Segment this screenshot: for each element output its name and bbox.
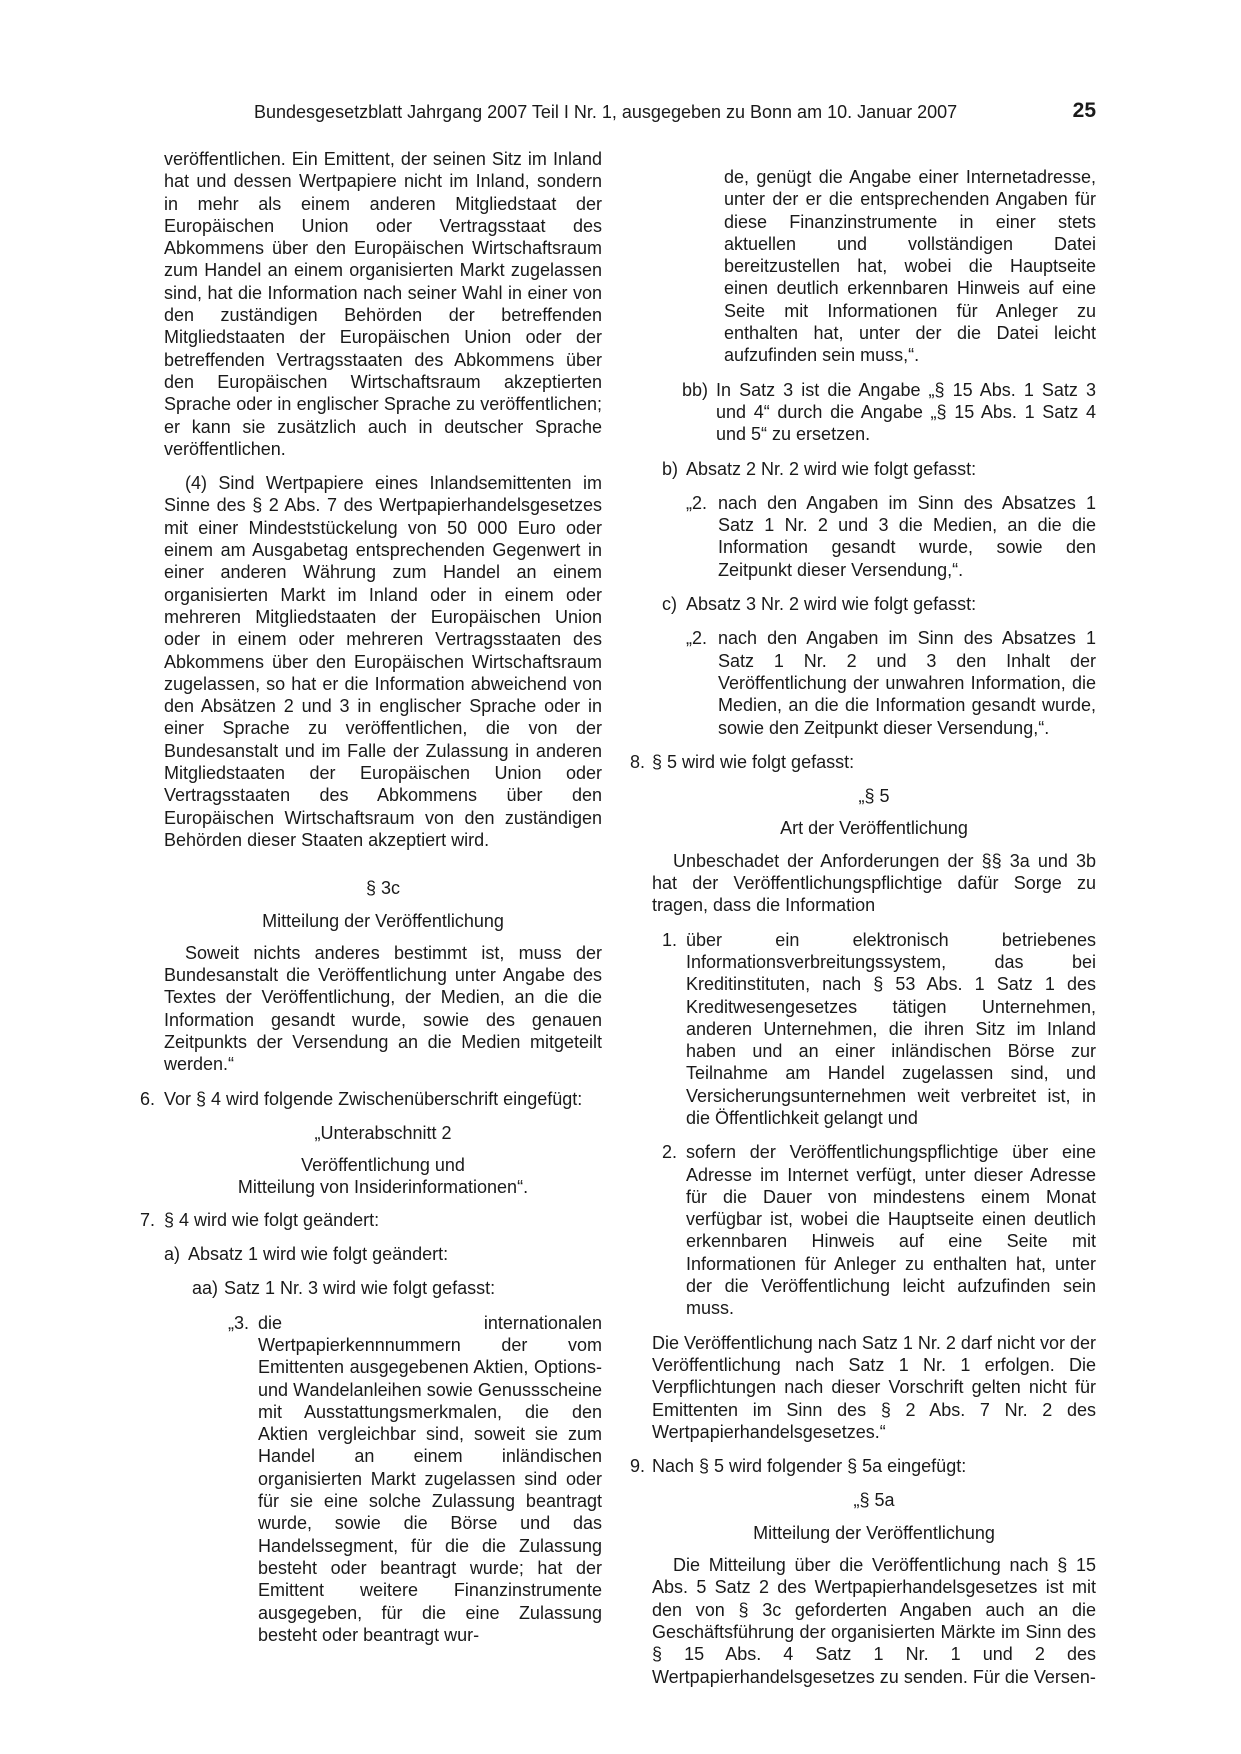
section-text-3c: Soweit nichts anderes bestimmt ist, muss der Bundesanstalt die Veröffentlichung unter Angabe des Textes der Veröffentlichung, der Medien, an die die Information gesandt wurde, sowie des genauen Zeitpunkts der Versendung an die Medien mitgeteilt werden.“ (164, 942, 602, 1075)
section-heading-5: „§ 5 (858, 786, 890, 807)
item-text: nach den Angaben im Sinn des Absatzes 1 Satz 1 Nr. 2 und 3 den Inhalt der Veröffentlichung der unwahren Information, die Medien, an die die Information gesandt wurde, sowie den Zeitpunkt dieser Versendung,“. (718, 628, 1096, 738)
list-item-6 (140, 1088, 602, 1110)
section-outro-5: Die Veröffentlichung nach Satz 1 Nr. 2 darf nicht vor der Veröffentlichung nach Satz 1 Nr. 1 erfolgen. Die Verpflichtungen nach dieser Vorschrift gelten nicht für Emittenten im Sinn des § 2 Abs. 7 Nr. 2 des Wertpapierhandelsgesetzes.“ (652, 1332, 1096, 1442)
item-label: 6. (140, 1088, 156, 1109)
list-item-b-2 (686, 492, 1096, 581)
section-title-5a: Mitteilung der Veröffentlichung (753, 1522, 995, 1543)
item-label: „3. (228, 1312, 250, 1333)
item-text: nach den Angaben im Sinn des Absatzes 1 Satz 1 Nr. 2 und 3 die Medien, an die die Information gesandt wurde, sowie den Zeitpunkt dieser Versendung,“. (718, 492, 1096, 580)
item-text: Absatz 2 Nr. 2 wird wie folgt gefasst: (686, 458, 977, 479)
item-text: Absatz 3 Nr. 2 wird wie folgt gefasst: (686, 594, 977, 615)
section-heading-3c: § 3c (365, 878, 401, 899)
item-label: 7. (140, 1209, 156, 1230)
list-item-aa (192, 1277, 602, 1299)
item-text: Satz 1 Nr. 3 wird wie folgt gefasst: (224, 1278, 496, 1299)
item-text: über ein elektronisch betriebenes Informationsverbreitungssystem, das bei Kreditinstituten, nach § 53 Abs. 1 Satz 1 des Kreditwesengesetzes tätigen Unternehmen, anderen Unternehmen, die ihren Sitz im Inland haben und an einer inländischen Börse zur Teilnahme am Handel zugelassen sind, und Versicherungsunternehmen weit verbreitet ist, in die Öffentlichkeit gelangt und (686, 929, 1096, 1128)
section-intro-5: Unbeschadet der Anforderungen der §§ 3a und 3b hat der Veröffentlichungspflichtige dafür Sorge zu tragen, dass die Information (652, 850, 1096, 916)
item-label: 1. (662, 929, 678, 950)
enum-item-1 (662, 929, 1096, 1130)
item-label: bb) (682, 379, 709, 400)
list-item-b (662, 458, 1096, 480)
item-label: a) (164, 1244, 181, 1265)
item-text: Vor § 4 wird folgende Zwischenüberschrift eingefügt: (164, 1088, 583, 1109)
left-column (140, 148, 602, 1658)
item-text: In Satz 3 ist die Angabe „§ 15 Abs. 1 Satz 3 und 4“ durch die Angabe „§ 15 Abs. 1 Satz 4 und 5“ zu ersetzen. (716, 379, 1096, 445)
paragraph-continuation: veröffentlichen. Ein Emittent, der seinen Sitz im Inland hat und dessen Wertpapiere nicht im Inland, sondern in mehr als einem anderen Mitgliedstaat der Europäischen Union oder Vertragsstaat des Abkommens über den Europäischen Wirtschaftsraum zum Handel an einem organisierten Markt zugelassen sind, hat die Information nach seiner Wahl in einer von den zuständigen Behörden der betreffenden Mitgliedstaaten der Europäischen Union oder der betreffenden Vertragsstaaten des Abkommens über den Europäischen Wirtschaftsraum akzeptierten Sprache oder in englischer Sprache zu veröffentlichen; er kann sie zusätzlich auch in deutscher Sprache veröffentlichen. (164, 149, 602, 459)
subsection-title-line2: Mitteilung von Insiderinformationen“. (237, 1177, 529, 1198)
item-label: aa) (192, 1278, 219, 1299)
item-text: § 4 wird wie folgt geändert: (164, 1209, 380, 1230)
header-title: Bundesgesetzblatt Jahrgang 2007 Teil I Nr. 1, ausgegeben zu Bonn am 10. Januar 2007 (254, 102, 958, 122)
item-text: Nach § 5 wird folgender § 5a eingefügt: (652, 1456, 967, 1477)
item-label: 8. (630, 751, 646, 772)
item-label: b) (662, 458, 679, 479)
list-item-7 (140, 1209, 602, 1231)
item-label: 2. (662, 1142, 678, 1163)
right-column (630, 148, 1096, 1700)
section-title-5: Art der Veröffentlichung (780, 818, 968, 839)
item-label: „2. (686, 628, 708, 649)
section-text-5a: Die Mitteilung über die Veröffentlichung nach § 15 Abs. 5 Satz 2 des Wertpapierhandelsgesetzes ist mit den von § 3c geforderten Angaben auch an die Geschäftsführung der organisierten Märkte im Sinn des § 15 Abs. 4 Satz 1 Nr. 1 und 2 des Wertpapierhandelsgesetzes zu senden. Für die Versen- (652, 1555, 1096, 1687)
item-label: „2. (686, 492, 708, 513)
list-item-c (662, 593, 1096, 615)
list-item-bb (682, 379, 1096, 446)
list-item-quote-3 (228, 1312, 602, 1646)
list-item-c-2 (686, 627, 1096, 738)
item-text: sofern der Veröffentlichungspflichtige über eine Adresse im Internet verfügt, unter dieser Adresse für die Dauer von mindestens einem Monat verfügbar ist, wobei die Hauptseite einen deutlich erkennbaren Hinweis auf eine Seite mit Informationen für Anleger zu enthalten hat, unter der die Veröffentlichung leicht aufzufinden sein muss. (686, 1142, 1096, 1319)
paragraph-absatz-4: (4) Sind Wertpapiere eines Inlandsemittenten im Sinne des § 2 Abs. 7 des Wertpapierhandelsgesetzes mit einer Mindeststückelung von 50 000 Euro oder einem am Ausgabetag entsprechenden Gegenwert in einer anderen Währung zum Handel an einem organisierten Markt im Inland oder in einem oder mehreren Mitgliedstaaten der Europäischen Union oder in einem oder mehreren Vertragsstaaten des Abkommens über den Europäischen Wirtschaftsraum zugelassen, so hat er die Information abweichend von den Absätzen 2 und 3 in englischer Sprache oder in einer Sprache zu veröffentlichen, die von der Bundesanstalt und im Falle der Zulassung in anderen Mitgliedstaaten der Europäischen Union oder Vertragsstaaten des Abkommens über den Europäischen Wirtschaftsraum von den zuständigen Behörden dieser Staaten akzeptiert wird. (164, 473, 602, 850)
enum-item-2 (662, 1141, 1096, 1319)
page-number: 25 (1072, 99, 1096, 122)
item-text: Absatz 1 wird wie folgt geändert: (188, 1244, 449, 1265)
item-text: § 5 wird wie folgt gefasst: (652, 751, 855, 772)
list-item-9 (630, 1455, 1096, 1477)
page-header (164, 100, 1096, 128)
paragraph-continuation: de, genügt die Angabe einer Internetadresse, unter der er die entsprechenden Angaben für diese Finanzinstrumente in einer stets aktuellen und vollständigen Datei bereitzustellen hat, wobei die Hauptseite einen deutlich erkennbaren Hinweis auf eine Seite mit Informationen für Anleger zu enthalten hat, unter der die Datei leicht aufzufinden sein muss,“. (724, 167, 1096, 366)
subsection-title-line1: Veröffentlichung und (301, 1155, 465, 1176)
item-label: c) (662, 594, 677, 615)
section-heading-5a: „§ 5a (853, 1490, 895, 1511)
section-title-3c: Mitteilung der Veröffentlichung (262, 910, 504, 931)
item-label: 9. (630, 1456, 646, 1477)
item-text: die internationalen Wertpapierkennnummern der vom Emittenten ausgegebenen Aktien, Options- und Wandelanleihen sowie Genussscheine mit Ausstattungsmerkmalen, die den Aktien vergleichbar sind, soweit sie zum Handel an einem inländischen organisierten Markt zugelassen sind oder für sie eine solche Zulassung beantragt wurde, sowie die Börse und das Handelssegment, für die die Zulassung besteht oder beantragt wurde; hat der Emittent weitere Finanzinstrumente ausgegeben, für die eine Zulassung besteht oder beantragt wur- (258, 1312, 602, 1645)
list-item-8 (630, 751, 1096, 773)
list-item-a (164, 1243, 602, 1265)
subsection-heading: „Unterabschnitt 2 (314, 1122, 452, 1143)
